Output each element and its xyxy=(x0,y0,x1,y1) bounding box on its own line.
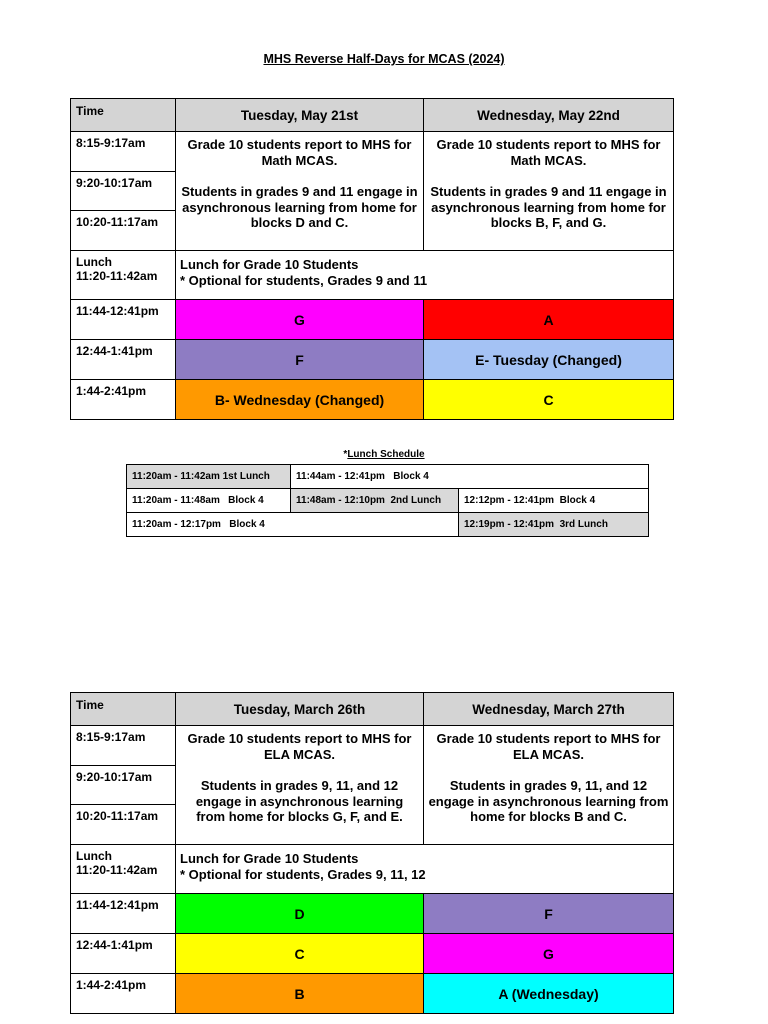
table-cell: 11:20am - 12:17pm Block 4 xyxy=(127,513,459,537)
table-row xyxy=(127,465,649,489)
block-cell: C xyxy=(424,380,674,420)
lunch-row xyxy=(71,251,674,300)
schedule-table-may xyxy=(70,98,674,420)
table-row xyxy=(127,489,649,513)
lunch-note-line: * Optional for students, Grades 9, 11, 12 xyxy=(180,866,426,882)
tuesday-description xyxy=(176,726,424,845)
lunch-note-line: Lunch for Grade 10 Students xyxy=(180,851,359,866)
table-cell: 11:44am - 12:41pm Block 4 xyxy=(291,465,649,489)
table-row xyxy=(71,974,674,1014)
lunch-note xyxy=(176,845,674,894)
lunch-title-text: Lunch Schedule xyxy=(347,449,425,460)
description-line: Grade 10 students report to MHS for Math MCAS. xyxy=(436,137,661,168)
block-cell: F xyxy=(176,340,424,380)
lunch-time: 11:20-11:42am xyxy=(76,269,158,283)
time-header: Time xyxy=(71,693,176,726)
block-cell: F xyxy=(424,894,674,934)
lunch-time: 11:20-11:42am xyxy=(76,863,158,877)
table-row xyxy=(71,132,674,172)
day-header-wednesday: Wednesday, March 27th xyxy=(424,693,674,726)
table-header-row xyxy=(71,99,674,132)
lunch-note xyxy=(176,251,674,300)
time-cell: 9:20-10:17am xyxy=(71,766,176,805)
description-line: Grade 10 students report to MHS for Math MCAS. xyxy=(187,137,412,168)
table-cell: 11:20am - 11:48am Block 4 xyxy=(127,489,291,513)
block-cell: A (Wednesday) xyxy=(424,974,674,1014)
time-cell xyxy=(71,251,176,300)
time-cell: 9:20-10:17am xyxy=(71,172,176,211)
table-cell: 11:20am - 11:42am 1st Lunch xyxy=(127,465,291,489)
description-line: Students in grades 9, 11, and 12 engage in asynchronous learning from home for blocks G, F, and E. xyxy=(195,778,404,824)
description-line: Students in grades 9, 11, and 12 engage in asynchronous learning from home for blocks B and C. xyxy=(428,778,669,824)
table-row xyxy=(71,934,674,974)
table-cell: 12:19pm - 12:41pm 3rd Lunch xyxy=(459,513,649,537)
day-header-tuesday: Tuesday, March 26th xyxy=(176,693,424,726)
schedule-table-march xyxy=(70,692,674,1014)
block-cell: D xyxy=(176,894,424,934)
block-cell: G xyxy=(424,934,674,974)
lunch-note-line: * Optional for students, Grades 9 and 11 xyxy=(180,272,428,288)
table-row xyxy=(71,894,674,934)
lunch-schedule-table xyxy=(126,464,649,537)
table-cell: 11:48am - 12:10pm 2nd Lunch xyxy=(291,489,459,513)
block-cell: C xyxy=(176,934,424,974)
time-cell: 8:15-9:17am xyxy=(71,726,176,766)
lunch-label: Lunch xyxy=(76,255,112,269)
time-cell: 8:15-9:17am xyxy=(71,132,176,172)
time-cell: 1:44-2:41pm xyxy=(71,974,176,1014)
lunch-label: Lunch xyxy=(76,849,112,863)
block-cell: A xyxy=(424,300,674,340)
lunch-note-line: Lunch for Grade 10 Students xyxy=(180,257,359,272)
table-row xyxy=(71,380,674,420)
table-row xyxy=(71,340,674,380)
wednesday-description xyxy=(424,132,674,251)
page-title: MHS Reverse Half-Days for MCAS (2024) xyxy=(263,52,505,66)
table-header-row xyxy=(71,693,674,726)
description-line: Students in grades 9 and 11 engage in asynchronous learning from home for blocks B, F, and G. xyxy=(430,184,667,230)
wednesday-description xyxy=(424,726,674,845)
block-cell: E- Tuesday (Changed) xyxy=(424,340,674,380)
lunch-title-star: * xyxy=(343,449,348,460)
time-cell xyxy=(71,845,176,894)
description-line: Grade 10 students report to MHS for ELA MCAS. xyxy=(436,731,661,762)
time-cell: 12:44-1:41pm xyxy=(71,934,176,974)
tuesday-description xyxy=(176,132,424,251)
description-line: Students in grades 9 and 11 engage in asynchronous learning from home for blocks D and C. xyxy=(181,184,418,230)
time-cell: 10:20-11:17am xyxy=(71,805,176,845)
time-cell: 11:44-12:41pm xyxy=(71,300,176,340)
time-cell: 12:44-1:41pm xyxy=(71,340,176,380)
table-row xyxy=(127,513,649,537)
table-row xyxy=(71,300,674,340)
time-header: Time xyxy=(71,99,176,132)
table-cell: 12:12pm - 12:41pm Block 4 xyxy=(459,489,649,513)
day-header-wednesday: Wednesday, May 22nd xyxy=(424,99,674,132)
block-cell: B- Wednesday (Changed) xyxy=(176,380,424,420)
description-line: Grade 10 students report to MHS for ELA MCAS. xyxy=(187,731,412,762)
time-cell: 11:44-12:41pm xyxy=(71,894,176,934)
block-cell: B xyxy=(176,974,424,1014)
block-cell: G xyxy=(176,300,424,340)
lunch-row xyxy=(71,845,674,894)
table-row xyxy=(71,726,674,766)
lunch-schedule-title xyxy=(0,449,768,460)
time-cell: 1:44-2:41pm xyxy=(71,380,176,420)
time-cell: 10:20-11:17am xyxy=(71,211,176,251)
day-header-tuesday: Tuesday, May 21st xyxy=(176,99,424,132)
